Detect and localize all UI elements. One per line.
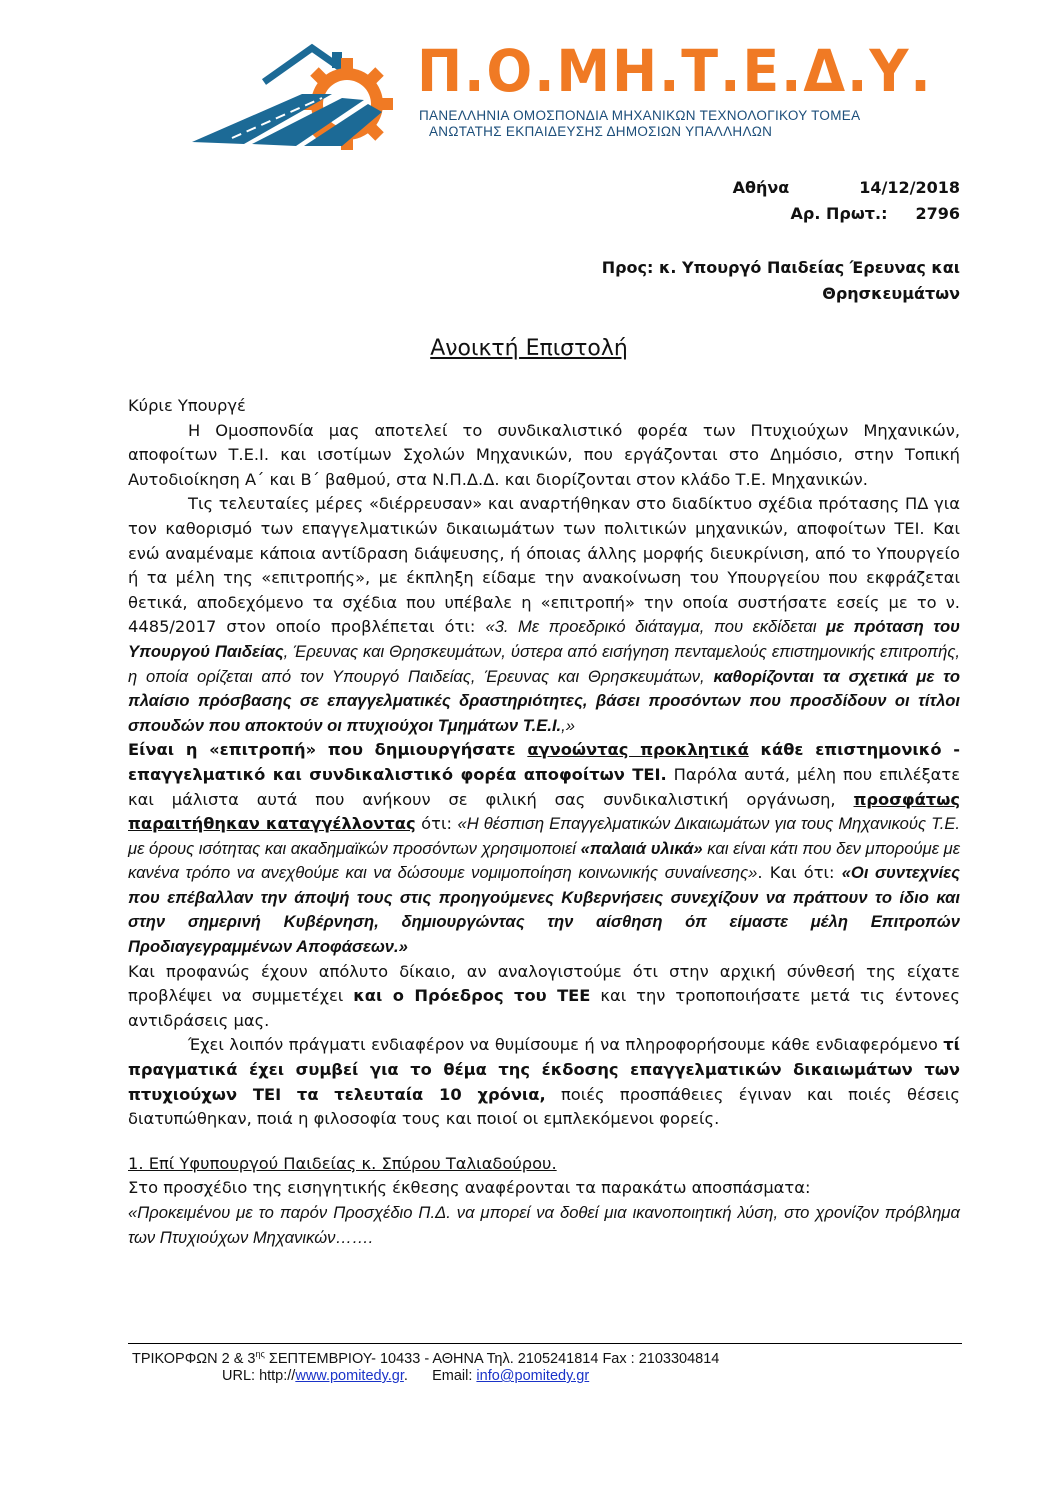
- logo-emblem-icon: [192, 42, 432, 152]
- footer-contact: [222, 1368, 589, 1384]
- letter-heading: Ανοικτή Επιστολή: [430, 336, 628, 361]
- draft-quote: «Προκειμένου με το παρόν Προσχέδιο Π.Δ. να μπορεί να δοθεί μια ικανοποιητική λύση, στο χρονίζον πρόβλημα των Πτυχιούχων Μηχανικών…….: [128, 1203, 960, 1247]
- email-link[interactable]: info@pomitedy.gr: [476, 1368, 590, 1384]
- paragraph-tee: [128, 960, 960, 1034]
- address-part1: ΤΡΙΚΟΡΦΩΝ 2 & 3: [132, 1350, 256, 1367]
- protocol-number: 2796: [915, 204, 960, 223]
- committee-text-e: προσφάτως παραιτήθηκαν καταγγέλλοντας: [128, 789, 960, 834]
- url-dot: .: [403, 1368, 408, 1384]
- letter-body: [128, 394, 960, 1250]
- organization-logo: [192, 37, 933, 152]
- resignation-quote-a: «Η θέσπιση Επαγγελματικών Δικαιωμάτων για τους Μηχανικούς Τ.Ε. με όρους ισότητας και ακαδημαϊκών προσόντων χρησιμοποιεί: [128, 814, 961, 858]
- law-quote-part1: «3. Με προεδρικό διάταγμα, που εκδίδεται: [485, 617, 827, 637]
- protocol-line: [791, 204, 960, 223]
- paragraph-committee: [128, 738, 960, 959]
- address-part2: ΣΕΠΤΕΜΒΡΙΟΥ- 10433 - ΑΘΗΝΑ Τηλ. 2105241814 Fax : 2103304814: [264, 1350, 720, 1367]
- history-text-b: τί πραγματικά έχει συμβεί για το θέμα της έκδοσης επαγγελματικών δικαιωμάτων των πτυχιούχων ΤΕΙ τα τελευταία 10 χρόνια,: [128, 1035, 960, 1104]
- date-line: [733, 178, 960, 197]
- salutation: Κύριε Υπουργέ: [128, 396, 246, 415]
- address-superscript: ης: [255, 1349, 265, 1359]
- committee-text-j: . Και ότι:: [757, 863, 842, 883]
- law-quote-part3: , Έρευνας και Θρησκευμάτων, ύστερα από εισήγηση πενταμελούς επιστημονικής επιτροπής, η οποία ορίζεται από τον Υπουργό Παιδείας, Έρευνας και Θρησκευμάτων,: [128, 641, 960, 686]
- paragraph-intro: Η Ομοσπονδία μας αποτελεί το συνδικαλιστικό φορέα των Πτυχιούχων Μηχανικών, αποφοίτων Τ.Ε.Ι. και ισοτίμων Σχολών Μηχανικών, που εργάζονται στο Δημόσιο, στην Τοπική Αυτοδιοίκηση Α΄ και Β΄ βαθμού, στα Ν.Π.Δ.Δ. και διορίζονται στον κλάδο Τ.Ε. Μηχανικών.: [128, 420, 960, 489]
- footer-divider: [128, 1343, 962, 1344]
- committee-text-a: Είναι η «επιτροπή» που δημιουργήσατε: [128, 740, 528, 760]
- date: 14/12/2018: [859, 178, 960, 197]
- history-text-a: Έχει λοιπόν πράγματι ενδιαφέρον να θυμίσουμε ή να πληροφορήσουμε κάθε ενδιαφερόμενο: [188, 1035, 944, 1055]
- recipient-line2: Θρησκευμάτων: [822, 284, 960, 303]
- tee-text-a: Και προφανώς έχουν απόλυτο δίκαιο, αν αναλογιστούμε ότι στην αρχική σύνθεσή της είχατε προβλέψει να συμμετέχει: [128, 961, 960, 1006]
- law-quote-part6: ,»: [561, 715, 576, 735]
- law-quote-part4: καθορίζονται τα σχετικά με το πλαίσιο πρόσβασης σε επαγγελματικές δραστηριότητες: [128, 666, 960, 711]
- city: Αθήνα: [732, 178, 790, 197]
- committee-text-b: αγνοώντας προκλητικά: [527, 740, 749, 760]
- law-quote-part5: , βάσει προσόντων που προσδίδουν οι τίτλοι σπουδών που αποκτούν οι πτυχιούχοι Τμημάτων Τ.Ε.Ι.: [128, 691, 960, 735]
- logo-title: Π.Ο.ΜΗ.Τ.Ε.Δ.Υ.: [417, 37, 933, 105]
- website-link[interactable]: www.pomitedy.gr: [295, 1368, 404, 1384]
- committee-text-d: Παρόλα αυτά, μέλη που επιλέξατε και μάλιστα αυτά που ανήκουν σε φιλική σας συνδικαλιστική οργάνωση,: [128, 764, 960, 809]
- email-label: Email:: [432, 1368, 477, 1384]
- recipient-line1: Προς: κ. Υπουργό Παιδείας Έρευνας και: [601, 258, 960, 277]
- committee-text-c: κάθε επιστημονικό - επαγγελματικό και συνδικαλιστικό φορέα αποφοίτων ΤΕΙ.: [128, 740, 961, 784]
- resignation-quote-d: «Οι συντεχνίες που επέβαλλαν την άποψή τους στις προηγούμενες Κυβερνήσεις συνεχίζουν να πράττουν το ίδιο και στην σημερινή Κυβέρνηση, δημιουργώντας την αίσθηση όπ είμαστε μέλη Επιτροπών Προδιαγεγραμμένων Αποφάσεων.»: [128, 863, 960, 957]
- url-label: URL: http://: [222, 1368, 296, 1384]
- law-quote-part2: με πρόταση του Υπουργού Παιδείας: [128, 617, 960, 661]
- logo-subtitle-line1: ΠΑΝΕΛΛΗΝΙΑ ΟΜΟΣΠΟΝΔΙΑ ΜΗΧΑΝΙΚΩΝ ΤΕΧΝΟΛΟΓΙΚΟΥ ΤΟΜΕΑ: [419, 108, 861, 123]
- history-text-c: ποιές προσπάθειες έγιναν και ποιές θέσεις διατυπώθηκαν, ποιά η φιλοσοφία τους και ποιοί οι εμπλεκόμενοι φορείς.: [128, 1084, 960, 1129]
- section-heading-1: 1. Επί Υφυπουργού Παιδείας κ. Σπύρου Ταλιαδούρου.: [128, 1153, 557, 1173]
- paragraph-leak: [128, 492, 960, 738]
- resignation-quote-c: και είναι κάτι που δεν μπορούμε με κανένα τρόπο να ανεχθούμε και να δώσουμε νομιμοποίηση κοινωνικής συναίνεσης»: [128, 838, 961, 883]
- paragraph-history: [128, 1033, 960, 1131]
- tee-text-b: και ο Πρόεδρος του ΤΕΕ: [353, 986, 591, 1006]
- paragraph-leak-text: Τις τελευταίες μέρες «διέρρευσαν» και αναρτήθηκαν στο διαδίκτυο σχέδια πρότασης ΠΔ για τον καθορισμό των επαγγελματικών δικαιωμάτων των πολιτικών μηχανικών, αποφοίτων ΤΕΙ. Και ενώ αναμέναμε κάποια αντίδραση διάψευσης, ή όποιας άλλης μορφής διευκρίνιση, από το Υπουργείο ή τα μέλη της «επιτροπής», με έκπληξη είδαμε την ανακοίνωση του Υπουργείου που εκφράζεται θετικά, αποδεχόμενο τα σχέδια που υπέβαλε η «επιτροπή» την οποία συστήσατε εσείς με το ν. 4485/2017 στον οποίο προβλέπεται ότι:: [128, 494, 960, 637]
- tee-text-c: και την τροποποιήσατε μετά τις έντονες αντιδράσεις μας.: [128, 986, 960, 1030]
- resignation-quote-b: «παλαιά υλικά»: [580, 838, 703, 858]
- paragraph-draft: Στο προσχέδιο της εισηγητικής έκθεσης αναφέρονται τα παρακάτω αποσπάσματα:: [128, 1178, 811, 1198]
- logo-subtitle-line2: ΑΝΩΤΑΤΗΣ ΕΚΠΑΙΔΕΥΣΗΣ ΔΗΜΟΣΙΩΝ ΥΠΑΛΛΗΛΩΝ: [429, 124, 773, 139]
- committee-text-f: ότι:: [415, 814, 458, 834]
- footer-address: [132, 1349, 719, 1367]
- protocol-label: Αρ. Πρωτ.:: [790, 204, 888, 223]
